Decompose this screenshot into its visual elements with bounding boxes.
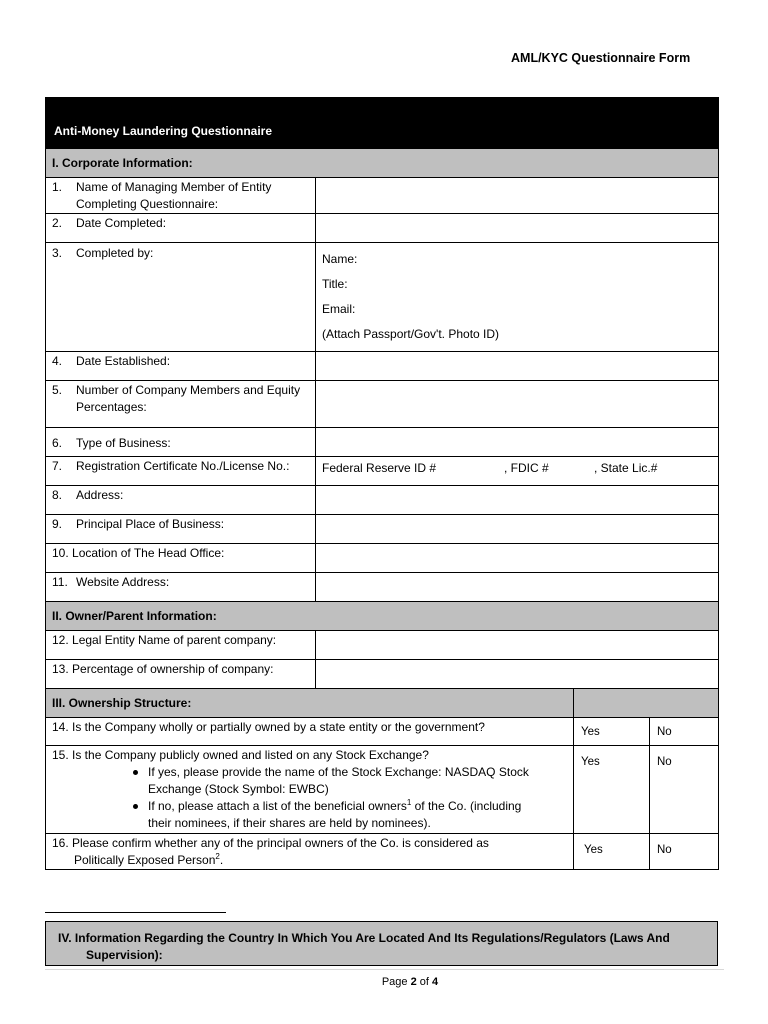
questionnaire-table [45,97,719,870]
footnote-separator [45,912,226,913]
page-of-label: of [416,976,433,988]
question-row-7 [46,457,719,486]
question-number: 11. [52,575,68,589]
section-4-heading-line2: Supervision): [86,948,163,962]
footnote-2-ref: 2 [215,852,220,861]
question-1-line1: Name of Managing Member of Entity [76,180,272,194]
total-pages: 4 [432,976,439,988]
question-row-5 [46,381,719,428]
title-label: Title: [322,277,348,291]
question-11 [46,573,316,602]
question-number: 4. [52,354,63,368]
answer-12-field[interactable] [316,631,719,660]
question-6 [46,428,316,457]
section-2-heading: II. Owner/Parent Information: [46,602,719,631]
question-row-11 [46,573,719,602]
question-5-line1: Number of Company Members and Equity [76,383,301,397]
question-15-bullet-yes [148,764,569,798]
question-row-10 [46,544,719,573]
question-13: 13. Percentage of ownership of company: [46,660,316,689]
page-separator [45,969,724,970]
question-1 [46,178,316,214]
bullet-yes-line1: If yes, please provide the name of the Stock Exchange: NASDAQ Stock [148,765,529,779]
question-12: 12. Legal Entity Name of parent company: [46,631,316,660]
question-3-text: Completed by: [76,246,154,260]
question-number: 6. [52,436,63,450]
section-4-heading [45,921,718,966]
question-15-bullet-no [148,798,569,832]
question-row-2 [46,214,719,243]
section-3-heading: III. Ownership Structure: [46,689,574,718]
question-number: 2. [52,216,63,230]
bullet-yes-line2: Exchange (Stock Symbol: EWBC) [148,782,329,796]
question-14: 14. Is the Company wholly or partially owned by a state entity or the government? [46,718,574,746]
question-16-yes-option[interactable]: Yes [574,834,650,870]
state-license-label: , State Lic.# [594,461,658,475]
question-row-8 [46,486,719,515]
question-7-text: Registration Certificate No./License No.: [76,459,290,473]
question-1-line2: Completing Questionnaire: [76,197,219,211]
answer-9-field[interactable] [316,515,719,544]
form-title-row [46,98,719,149]
question-15-bullets [52,764,569,832]
question-4-text: Date Established: [76,354,171,368]
question-number: 8. [52,488,63,502]
answer-2-field[interactable] [316,214,719,243]
question-row-3 [46,243,719,352]
question-number: 9. [52,517,63,531]
question-15 [46,746,574,834]
bullet-no-line1: If no, please attach a list of the beneficial owners [148,799,407,813]
question-2-text: Date Completed: [76,216,167,230]
question-15-yes-option[interactable]: Yes [574,746,650,834]
question-3 [46,243,316,352]
answer-13-field[interactable] [316,660,719,689]
footnote-1-ref: 1 [406,798,412,807]
photo-id-note: (Attach Passport/Gov't. Photo ID) [322,327,500,341]
fdic-label: , FDIC # [504,461,549,475]
question-11-text: Website Address: [76,575,170,589]
page-number [0,976,768,988]
question-number: 3. [52,246,63,260]
answer-3-field[interactable] [316,243,719,352]
answer-10-field[interactable] [316,544,719,573]
question-5 [46,381,316,428]
question-16-no-option[interactable]: No [650,834,719,870]
question-8-text: Address: [76,488,124,502]
question-16-line1: 16. Please confirm whether any of the principal owners of the Co. is considered as [52,836,489,850]
question-9 [46,515,316,544]
question-number: 7. [52,459,63,473]
answer-5-field[interactable] [316,381,719,428]
question-5-line2: Percentages: [76,400,147,414]
question-15-text: 15. Is the Company publicly owned and listed on any Stock Exchange? [52,748,429,762]
answer-1-field[interactable] [316,178,719,214]
question-number: 5. [52,383,63,397]
question-row-1 [46,178,719,214]
question-row-16 [46,834,719,870]
question-16-tail: . [219,853,224,867]
question-number: 1. [52,180,63,194]
question-row-9 [46,515,719,544]
form-title: Anti-Money Laundering Questionnaire [46,98,719,149]
question-4 [46,352,316,381]
email-label: Email: [322,302,356,316]
name-label: Name: [322,252,358,266]
question-8 [46,486,316,515]
question-row-12 [46,631,719,660]
question-7 [46,457,316,486]
question-10: 10. Location of The Head Office: [46,544,316,573]
question-16-line2: Politically Exposed Person [74,853,216,867]
document-title: AML/KYC Questionnaire Form [511,51,691,65]
page-label: Page [381,976,411,988]
question-14-no-option[interactable]: No [650,718,719,746]
section-3-heading-blank [574,689,719,718]
section-3-heading-row [46,689,719,718]
section-1-heading-row [46,149,719,178]
federal-reserve-id-label: Federal Reserve ID # [322,461,437,475]
section-4-heading-line1: IV. Information Regarding the Country In Which You Are Located And Its Regulations/Regulators (Laws And [58,931,670,945]
question-15-no-option[interactable]: No [650,746,719,834]
section-1-heading: I. Corporate Information: [46,149,719,178]
question-2 [46,214,316,243]
answer-8-field[interactable] [316,486,719,515]
question-16 [46,834,574,870]
answer-7-field[interactable] [316,457,719,486]
section-2-heading-row [46,602,719,631]
question-row-6 [46,428,719,457]
question-row-14 [46,718,719,746]
answer-6-field[interactable] [316,428,719,457]
question-row-13 [46,660,719,689]
question-6-text: Type of Business: [76,436,171,450]
bullet-no-line1-tail: of the Co. (including [411,799,522,813]
answer-4-field[interactable] [316,352,719,381]
answer-11-field[interactable] [316,573,719,602]
question-14-yes-option[interactable]: Yes [574,718,650,746]
question-row-15 [46,746,719,834]
question-row-4 [46,352,719,381]
bullet-no-line2: their nominees, if their shares are held by nominees). [148,816,431,830]
current-page: 2 [410,976,417,988]
question-9-text: Principal Place of Business: [76,517,225,531]
